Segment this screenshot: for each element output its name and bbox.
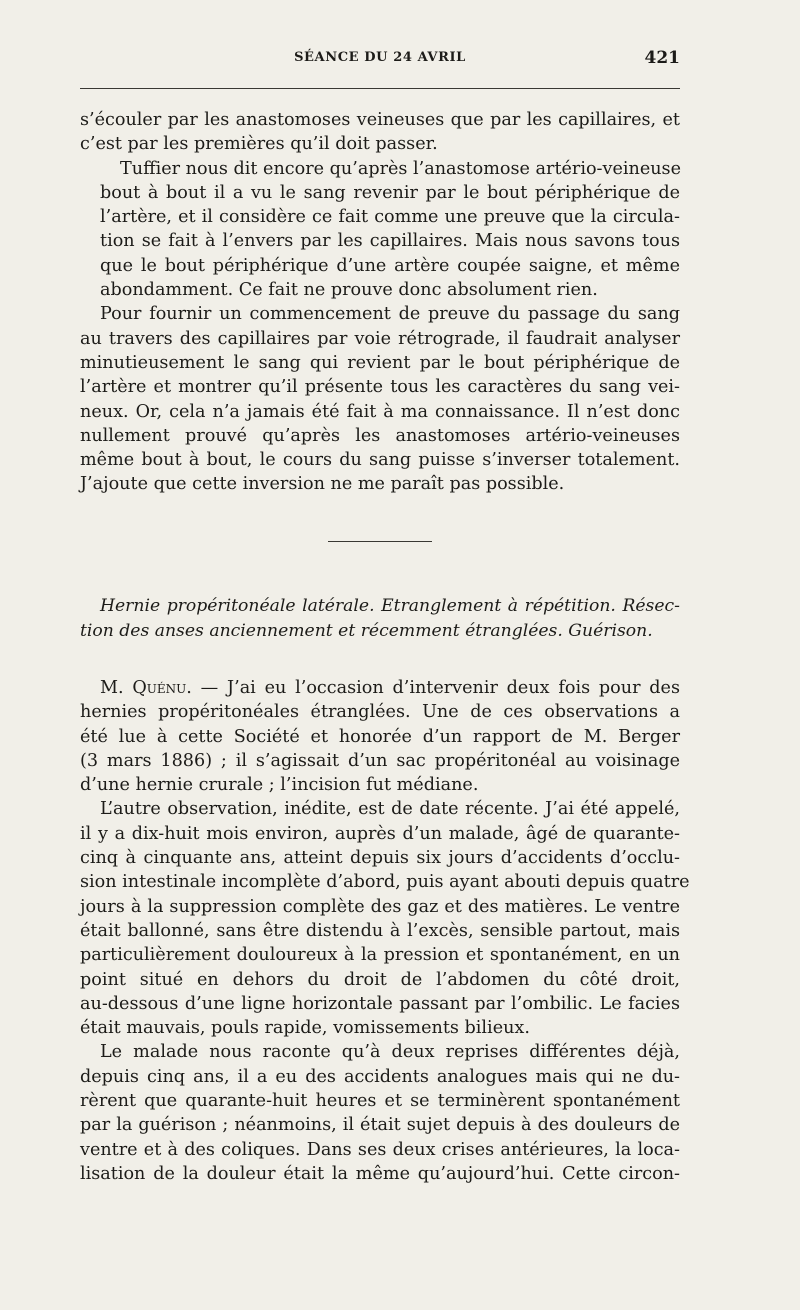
heading-line: tion des anses anciennement et récemment étranglées. Guérison.	[80, 620, 653, 641]
paragraph	[80, 302, 680, 496]
text-line: il y a dix-huit mois environ, auprès d’un malade, âgé de quarante-	[80, 823, 680, 844]
text-line: Pour fournir un commencement de preuve du passage du sang	[100, 304, 680, 325]
article-text	[80, 676, 690, 1186]
text-line: Tuffier nous dit encore qu’après l’anastomose artério-veineuse	[120, 158, 681, 179]
text-line: point situé en dehors du droit de l’abdomen du côté droit,	[80, 969, 680, 990]
text-line: d’une hernie crurale ; l’incision fut médiane.	[80, 775, 479, 796]
paragraph	[80, 157, 680, 303]
text-line: au travers des capillaires par voie rétrograde, il faudrait analyser	[80, 328, 680, 349]
paragraph	[80, 797, 690, 1040]
paragraph	[80, 676, 680, 797]
discussion-text	[80, 108, 680, 497]
text-line: l’artère et montrer qu’il présente tous les caractères du sang vei-	[80, 377, 680, 398]
text-line: L’autre observation, inédite, est de date récente. J’ai été appelé,	[100, 799, 680, 820]
text-line: rèrent que quarante-huit heures et se terminèrent spontanément	[80, 1091, 680, 1112]
paragraph	[80, 1040, 680, 1186]
text-line: hernies propéritonéales étranglées. Une de ces observations a	[80, 702, 680, 723]
text-line: c’est par les premières qu’il doit passer.	[80, 134, 438, 155]
text-line: cinq à cinquante ans, atteint depuis six jours d’accidents d’occlu-	[80, 848, 680, 869]
text-line: ventre et à des coliques. Dans ses deux crises antérieures, la loca-	[80, 1139, 680, 1160]
text-line: depuis cinq ans, il a eu des accidents analogues mais qui ne du-	[80, 1066, 680, 1087]
heading-line: Hernie propéritonéale latérale. Etranglement à répétition. Résec-	[100, 596, 680, 616]
text-line: neux. Or, cela n’a jamais été fait à ma connaissance. Il n’est donc	[80, 401, 680, 422]
text-line: l’artère, et il considère ce fait comme une preuve que la circula-	[100, 207, 680, 228]
text-line: été lue à cette Société et honorée d’un rapport de M. Berger	[80, 726, 680, 747]
text-line: (3 mars 1886) ; il s’agissait d’un sac propéritonéal au voisinage	[80, 750, 680, 771]
text-line: particulièrement douloureux à la pression et spontanément, en un	[80, 945, 680, 966]
text-line: que le bout périphérique d’une artère coupée saigne, et même	[100, 255, 680, 276]
section-separator	[328, 541, 432, 542]
running-title: SÉANCE DU 24 AVRIL	[294, 50, 466, 65]
header-rule	[80, 88, 680, 89]
paragraph	[80, 108, 680, 157]
text-line: même bout à bout, le cours du sang puisse s’inverser totalement.	[80, 450, 680, 471]
article-heading	[80, 594, 680, 643]
text-line: J’ajoute que cette inversion ne me paraît pas possible.	[80, 474, 565, 495]
text-line: bout à bout il a vu le sang revenir par le bout périphérique de	[100, 182, 680, 203]
page-header	[80, 50, 680, 74]
text-line: était mauvais, pouls rapide, vomissements bilieux.	[80, 1018, 530, 1039]
text-line: sion intestinale incomplète d’abord, puis ayant abouti depuis quatre	[80, 872, 690, 893]
text-line: s’écouler par les anastomoses veineuses que par les capillaires, et	[80, 110, 680, 130]
text-line: nullement prouvé qu’après les anastomoses artério-veineuses	[80, 425, 680, 446]
text-line: Le malade nous raconte qu’à deux reprises différentes déjà,	[100, 1042, 680, 1063]
text-line: tion se fait à l’envers par les capillaires. Mais nous savons tous	[100, 231, 680, 252]
text-line: jours à la suppression complète des gaz et des matières. Le ventre	[80, 896, 680, 917]
text-line: abondamment. Ce fait ne prouve donc absolument rien.	[100, 280, 598, 301]
text-line: par la guérison ; néanmoins, il était sujet depuis à des douleurs de	[80, 1115, 680, 1136]
text-line: au-dessous d’une ligne horizontale passant par l’ombilic. Le facies	[80, 993, 680, 1014]
speaker-name: M. Quénu.	[100, 678, 192, 698]
text-line: minutieusement le sang qui revient par le bout périphérique de	[80, 352, 680, 373]
text-line	[80, 676, 680, 700]
text-fragment: — J’ai eu l’occasion d’intervenir deux fois pour des	[200, 678, 680, 698]
document-page	[80, 0, 690, 1310]
page-number: 421	[644, 48, 680, 68]
text-line: était ballonné, sans être distendu à l’excès, sensible partout, mais	[80, 920, 680, 941]
text-line: lisation de la douleur était la même qu’aujourd’hui. Cette circon-	[80, 1163, 680, 1184]
